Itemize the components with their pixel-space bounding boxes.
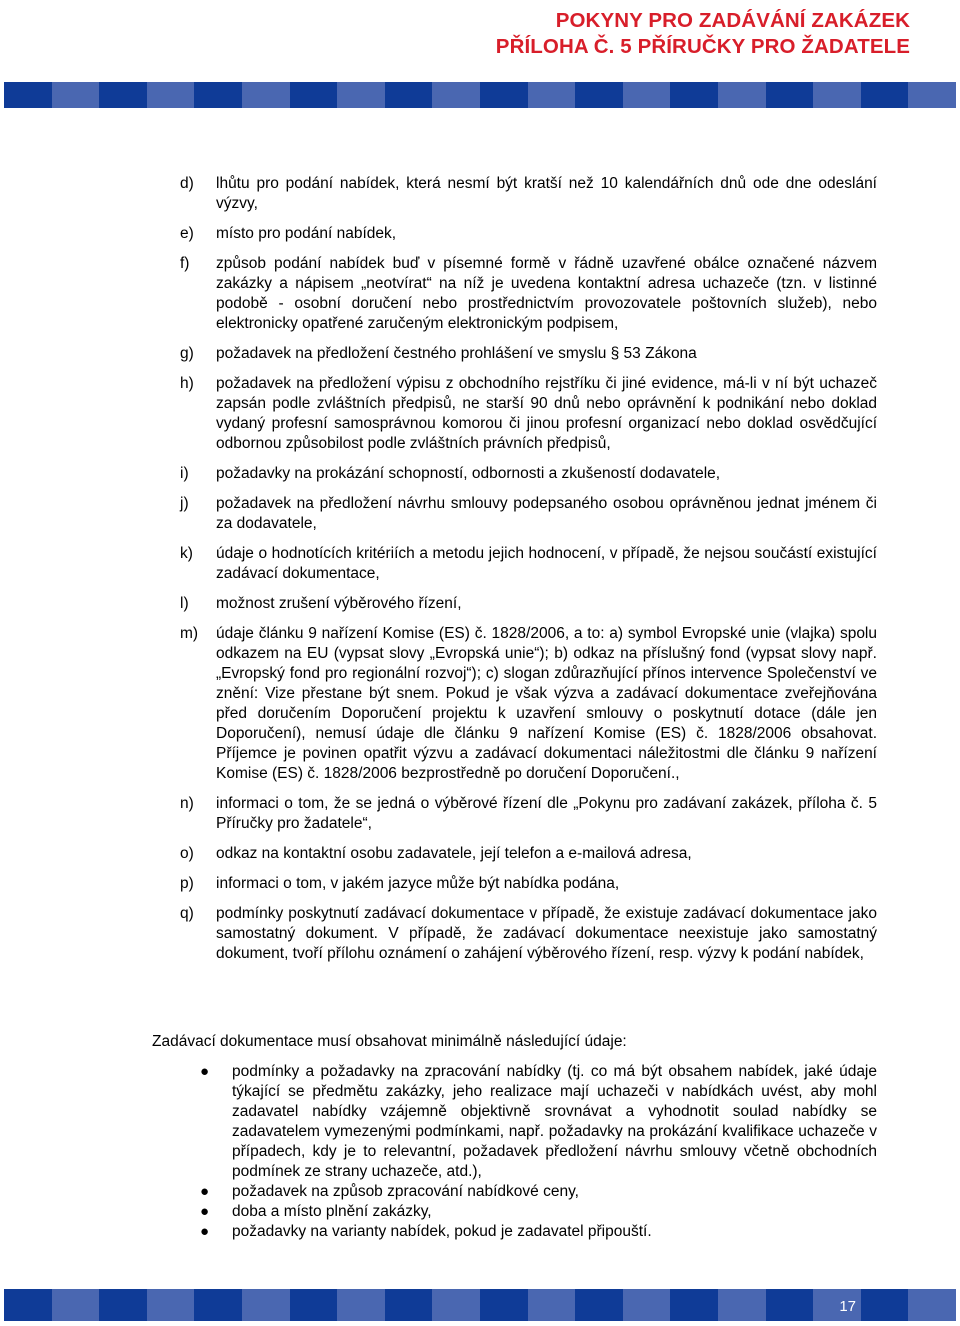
list-item-label: k)	[180, 545, 193, 562]
list-item	[180, 594, 877, 614]
list-item	[180, 874, 877, 894]
list-item-text: informaci o tom, že se jedná o výběrové řízení dle „Pokynu pro zadávaní zakázek, příloha č. 5 Příručky pro žadatele“,	[216, 795, 877, 832]
list-item-text: požadavek na předložení výpisu z obchodního rejstříku či jiné evidence, má-li v ní být uchazeč zapsán podle zvláštních předpisů, ne starší 90 dnů nebo oprávnění k podnikání nebo doklad vydaný profesní samosprávnou komorou či jinou profesní organizací nebo doklad osvědčující odbornou způsobilost podle zvláštních právních předpisů,	[216, 375, 877, 452]
requirements-list	[180, 174, 877, 974]
list-item	[180, 624, 877, 784]
bullet-icon: ●	[200, 1063, 210, 1080]
list-item	[180, 844, 877, 864]
list-item-label: g)	[180, 345, 194, 362]
list-item-label: j)	[180, 495, 189, 512]
bullet-item	[200, 1202, 877, 1222]
list-item-label: i)	[180, 465, 189, 482]
list-item-text: možnost zrušení výběrového řízení,	[216, 595, 462, 612]
list-item-label: d)	[180, 175, 194, 192]
bullet-text: požadavky na varianty nabídek, pokud je zadavatel připouští.	[232, 1223, 652, 1240]
bullet-item	[200, 1222, 877, 1242]
list-item-label: l)	[180, 595, 189, 612]
page-number: 17	[839, 1298, 856, 1315]
list-item-text: požadavky na prokázání schopností, odbornosti a zkušeností dodavatele,	[216, 465, 721, 482]
list-item	[180, 494, 877, 534]
list-item-text: požadavek na předložení čestného prohlášení ve smyslu § 53 Zákona	[216, 345, 697, 362]
list-item-text: informaci o tom, v jakém jazyce může být nabídka podána,	[216, 875, 620, 892]
list-item-text: požadavek na předložení návrhu smlouvy podepsaného osobou oprávněnou jednat jménem či za dodavatele,	[216, 495, 877, 532]
header-title-line1: POKYNY PRO ZADÁVÁNÍ ZAKÁZEK	[555, 9, 910, 32]
list-item	[180, 174, 877, 214]
list-item-text: odkaz na kontaktní osobu zadavatele, její telefon a e-mailová adresa,	[216, 845, 692, 862]
list-item-text: údaje článku 9 nařízení Komise (ES) č. 1828/2006, a to: a) symbol Evropské unie (vlajka) spolu odkazem na EU (vypsat slovy „Evropská unie“); b) odkaz na příslušný fond (vypsat slovy např. „Evropský fond pro regionální rozvoj“); c) slogan zdůrazňující přínos intervence Společenství ve znění: Vize přestane být snem. Pokud je však výzva a zadávací dokumentace zveřejňována před doručením Doporučení projektu k uzavření smlouvy o poskytnutí dotace (dále jen Doporučení), nemusí údaje dle článku 9 nařízení Komise (ES) č. 1828/2006 obsahovat. Příjemce je povinen opatřit výzvu a zadávací dokumentaci náležitostmi dle článku 9 nařízení Komise (ES) č. 1828/2006 bezprostředně po doručení Doporučení.,	[216, 625, 877, 782]
document-header	[496, 8, 910, 60]
list-item-text: místo pro podání nabídek,	[216, 225, 397, 242]
footer-color-band	[4, 1289, 956, 1321]
list-item-label: n)	[180, 795, 194, 812]
list-item	[180, 544, 877, 584]
list-item-label: m)	[180, 625, 199, 642]
list-item-label: p)	[180, 875, 194, 892]
list-item	[180, 344, 877, 364]
bullet-item	[200, 1062, 877, 1182]
list-item	[180, 904, 877, 964]
section-intro: Zadávací dokumentace musí obsahovat minimálně následující údaje:	[152, 1033, 627, 1050]
bullet-text: podmínky a požadavky na zpracování nabídky (tj. co má být obsahem nabídek, jaké údaje týkající se předmětu zakázky, jeho realizace mají uchazeči v nabídkách uvést, aby mohl zadavatel nabídky vzájemně objektivně srovnávat a vyhodnotit soulad nabídky se zadavatelem vymezenými podmínkami, např. požadavky na prokázání kvalifikace uchazeče v případech, kdy je to relevantní, požadavek předložení návrhu smlouvy včetně obchodních podmínek ze strany uchazeče, atd.),	[232, 1063, 877, 1180]
list-item-label: q)	[180, 905, 194, 922]
list-item-label: o)	[180, 845, 194, 862]
bullet-text: požadavek na způsob zpracování nabídkové ceny,	[232, 1183, 579, 1200]
list-item	[180, 464, 877, 484]
bullet-list	[200, 1062, 877, 1242]
header-title-line2: PŘÍLOHA Č. 5 PŘÍRUČKY PRO ŽADATELE	[495, 35, 910, 58]
list-item-text: způsob podání nabídek buď v písemné formě v řádně uzavřené obálce označené názvem zakázky a nápisem „neotvírat“ na níž je uvedena kontaktní adresa uchazeče (tzn. v listinné podobě - osobní doručení nebo prostřednictvím provozovatele poštovních služeb), nebo elektronicky opatřené zaručeným elektronickým podpisem,	[216, 255, 877, 332]
list-item-text: lhůtu pro podání nabídek, která nesmí být kratší než 10 kalendářních dnů ode dne odeslání výzvy,	[216, 175, 877, 212]
list-item	[180, 224, 877, 244]
bullet-item	[200, 1182, 877, 1202]
list-item-text: podmínky poskytnutí zadávací dokumentace v případě, že existuje zadávací dokumentace jako samostatný dokument. V případě, že zadávací dokumentace neexistuje jako samostatný dokument, tvoří přílohu oznámení o zahájení výběrového řízení, resp. výzvy k podání nabídek,	[216, 905, 877, 962]
list-item-text: údaje o hodnotících kritériích a metodu jejich hodnocení, v případě, že nejsou součástí existující zadávací dokumentace,	[216, 545, 877, 582]
list-item-label: f)	[180, 255, 190, 272]
header-color-band	[4, 82, 956, 108]
list-item-label: e)	[180, 225, 194, 242]
list-item	[180, 254, 877, 334]
bullet-icon: ●	[200, 1203, 210, 1220]
bullet-icon: ●	[200, 1223, 210, 1240]
bullet-text: doba a místo plnění zakázky,	[232, 1203, 432, 1220]
list-item	[180, 374, 877, 454]
list-item	[180, 794, 877, 834]
bullet-icon: ●	[200, 1183, 210, 1200]
list-item-label: h)	[180, 375, 194, 392]
